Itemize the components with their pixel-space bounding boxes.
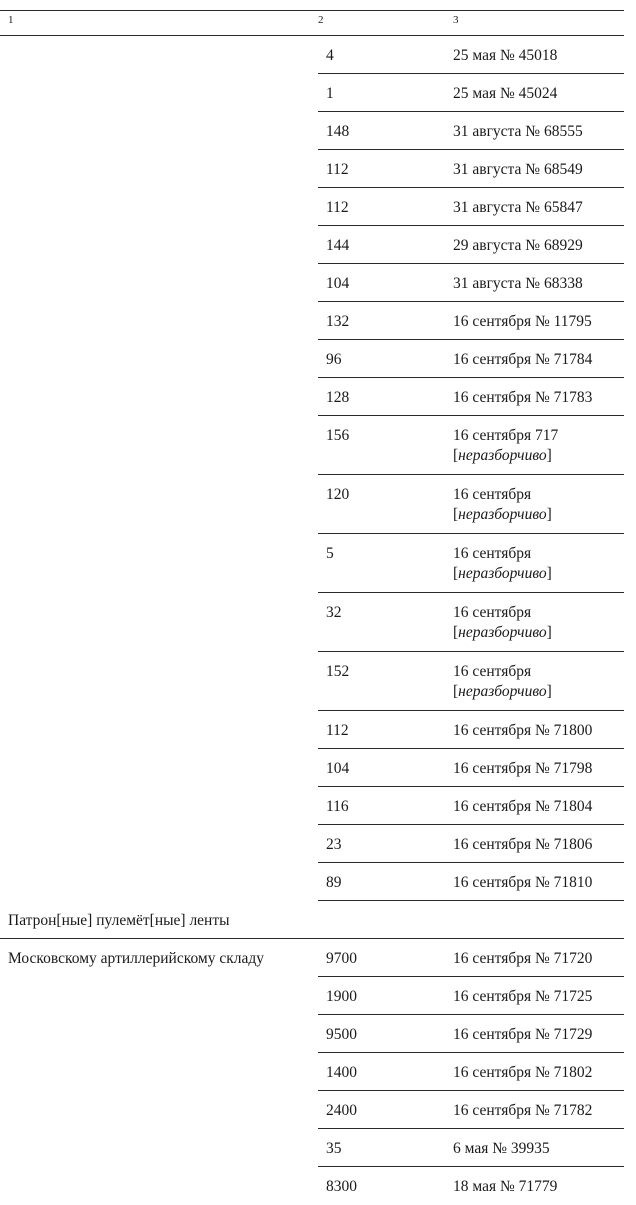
quantity-cell: 9700 [318,939,453,977]
empty-cell [0,475,318,534]
table-row [0,378,624,416]
date-number-cell [453,226,624,264]
section-row [0,901,624,939]
date-number-text: 16 сентября № 71784 [453,351,593,368]
table-row [0,863,624,901]
quantity-cell: 8300 [326,1178,357,1195]
date-number-cell [453,1167,624,1205]
table-row [0,939,624,977]
date-number-text: 29 августа № 68929 [453,237,583,254]
table-row [0,36,624,74]
table-row [0,787,624,825]
date-number-cell [453,112,624,150]
quantity-cell: 132 [318,302,453,340]
date-number-cell: 16 сентября [неразборчиво] [453,534,624,593]
empty-cell [0,302,318,340]
quantity-cell: 5 [318,534,453,593]
date-number-cell [453,1015,624,1053]
empty-cell [0,74,318,112]
quantity-cell: 4 [318,36,453,74]
quantity-cell: 116 [318,787,453,825]
date-number-cell [453,825,624,863]
date-number-cell [453,863,624,901]
empty-cell [0,787,318,825]
table-row [0,340,624,378]
section-title: Патрон[ные] пулемёт[ные] ленты [0,901,624,939]
empty-cell [0,593,318,652]
date-number-cell [453,1053,624,1091]
empty-cell [0,749,318,787]
table-row [0,711,624,749]
table-row [0,264,624,302]
quantity-cell: 96 [318,340,453,378]
quantity-cell: 1400 [318,1053,453,1091]
date-number-cell [453,749,624,787]
date-number-text: 16 сентября [453,486,532,503]
recipient-cell: Московскому артиллерийскому складу [8,950,264,967]
quantity-cell: 120 [318,475,453,534]
quantity-cell: 35 [318,1129,453,1167]
date-number-text: 18 мая № 71779 [453,1178,558,1195]
date-number-cell [453,36,624,74]
quantity-cell: 104 [318,749,453,787]
empty-cell [0,1015,318,1053]
date-number-text: 31 августа № 68555 [453,123,583,140]
column-header-1: 1 [0,11,318,36]
date-number-text: 16 сентября № 71806 [453,836,593,853]
date-number-text: 31 августа № 68338 [453,275,583,292]
table-row [0,977,624,1015]
empty-cell [0,378,318,416]
column-header-3: 3 [453,11,624,36]
date-number-text: 31 августа № 65847 [453,199,583,216]
illegible-note: неразборчиво [458,447,547,464]
empty-cell [0,825,318,863]
date-number-text: 16 сентября [453,663,532,680]
date-number-text: 16 сентября № 11795 [453,313,592,330]
date-number-text: 16 сентября № 71800 [453,722,593,739]
empty-cell [0,652,318,711]
table-row [0,593,624,652]
empty-cell [0,534,318,593]
empty-cell [0,36,318,74]
date-number-cell [453,977,624,1015]
date-number-cell [453,787,624,825]
empty-cell [0,1053,318,1091]
quantity-cell: 1900 [318,977,453,1015]
date-number-text: 16 сентября № 71720 [453,950,593,967]
quantity-cell: 32 [318,593,453,652]
shipment-table [0,10,624,1205]
empty-cell [0,416,318,475]
date-number-text: 31 августа № 68549 [453,161,583,178]
date-number-text: 16 сентября № 71783 [453,389,593,406]
table-row [0,74,624,112]
quantity-cell: 156 [318,416,453,475]
quantity-cell: 152 [318,652,453,711]
empty-cell [0,711,318,749]
table-row [0,1129,624,1167]
table-row [0,112,624,150]
table-row [0,1167,624,1205]
quantity-cell: 148 [318,112,453,150]
empty-cell [0,1091,318,1129]
illegible-note: неразборчиво [458,624,547,641]
quantity-cell: 2400 [318,1091,453,1129]
date-number-cell [453,150,624,188]
empty-cell [0,226,318,264]
empty-cell [0,112,318,150]
empty-cell [0,1167,318,1205]
table-row [0,1053,624,1091]
column-header-row [0,11,624,36]
empty-cell [0,977,318,1015]
table-row [0,188,624,226]
empty-cell [0,188,318,226]
date-number-text: 25 мая № 45024 [453,85,558,102]
date-number-text: 16 сентября [453,604,532,621]
date-number-cell [453,340,624,378]
quantity-cell: 89 [318,863,453,901]
date-number-cell: 16 сентября [неразборчиво] [453,475,624,534]
date-number-cell: 16 сентября [неразборчиво] [453,593,624,652]
quantity-cell: 104 [318,264,453,302]
quantity-cell: 144 [318,226,453,264]
date-number-text: 16 сентября № 71802 [453,1064,593,1081]
date-number-text: 16 сентября № 71729 [453,1026,593,1043]
empty-cell [0,1129,318,1167]
date-number-text: 16 сентября № 71725 [453,988,593,1005]
table-row [0,825,624,863]
date-number-cell [453,264,624,302]
table-row [0,749,624,787]
table-row [0,416,624,475]
quantity-cell: 23 [318,825,453,863]
table-row [0,150,624,188]
date-number-text: 16 сентября № 71798 [453,760,593,777]
quantity-cell: 112 [318,188,453,226]
date-number-cell [453,302,624,340]
illegible-note: неразборчиво [458,565,547,582]
table-row [0,534,624,593]
table-row [0,475,624,534]
date-number-text: 16 сентября № 71804 [453,798,593,815]
empty-cell [0,150,318,188]
date-number-text: 16 сентября № 71782 [453,1102,593,1119]
table-row [0,1015,624,1053]
illegible-note: неразборчиво [458,506,547,523]
date-number-cell [453,188,624,226]
date-number-cell [453,711,624,749]
date-number-text: 25 мая № 45018 [453,47,558,64]
date-number-text: 16 сентября 717 [453,427,559,444]
illegible-note: неразборчиво [458,683,547,700]
column-header-2: 2 [318,11,453,36]
date-number-cell [453,378,624,416]
date-number-cell: 16 сентября 717 [неразборчиво] [453,416,624,475]
date-number-cell [453,939,624,977]
date-number-cell [453,74,624,112]
quantity-cell: 112 [318,150,453,188]
table-row [0,226,624,264]
table-row [0,1091,624,1129]
table-row [0,302,624,340]
date-number-text: 6 мая № 39935 [453,1140,550,1157]
date-number-text: 16 сентября [453,545,532,562]
quantity-cell: 9500 [318,1015,453,1053]
empty-cell [0,340,318,378]
date-number-text: 16 сентября № 71810 [453,874,593,891]
date-number-cell [453,1129,624,1167]
empty-cell [0,863,318,901]
date-number-cell [453,1091,624,1129]
date-number-cell: 16 сентября [неразборчиво] [453,652,624,711]
empty-cell [0,264,318,302]
quantity-cell: 112 [318,711,453,749]
quantity-cell: 128 [318,378,453,416]
quantity-cell: 1 [318,74,453,112]
table-row [0,652,624,711]
